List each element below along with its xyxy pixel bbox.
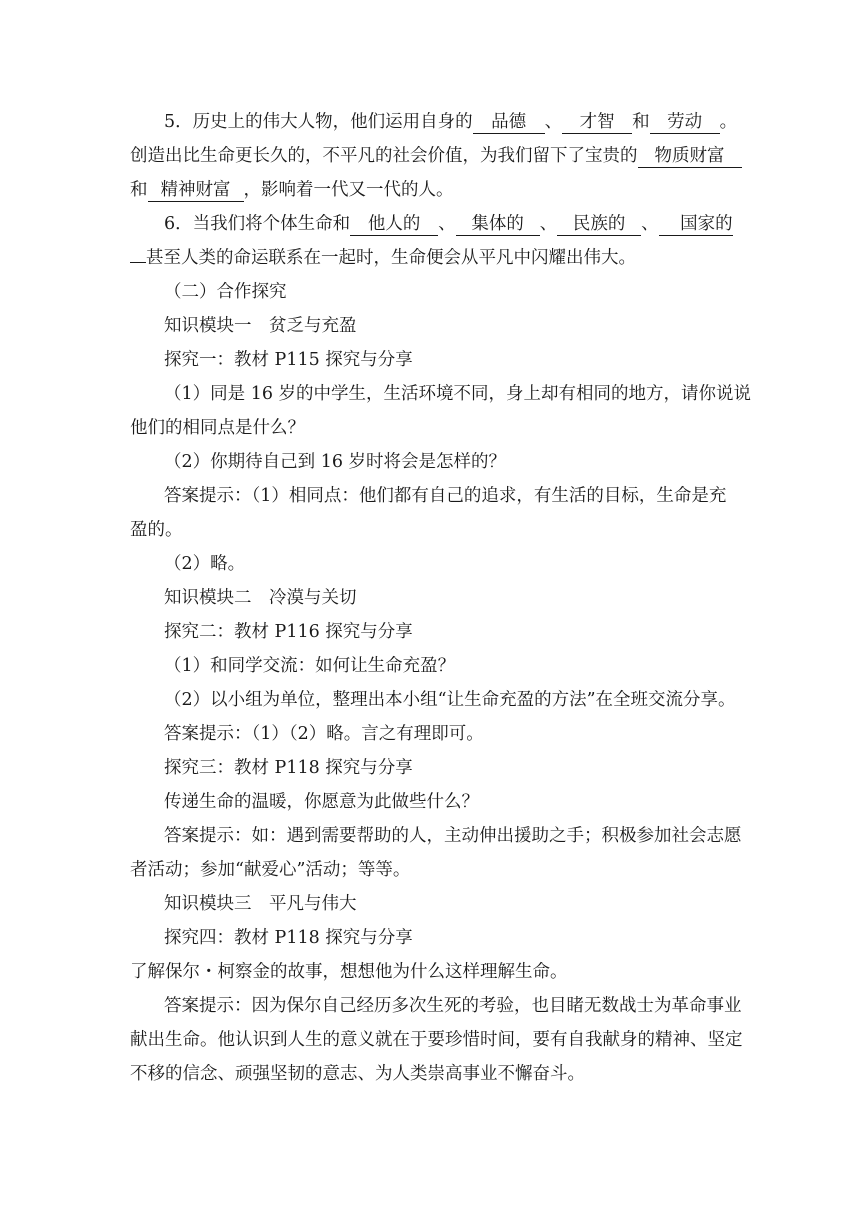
module1-answer-line-2: 盈的。: [130, 520, 183, 540]
module2-q2: （2）以小组为单位，整理出本小组“让生命充盈的方法”在全班交流分享。: [164, 690, 736, 710]
module3-answer-4-line-3: 不移的信念、顽强坚韧的意志、为人类崇高事业不懈奋斗。: [130, 1064, 585, 1084]
q6-blank-4: 国家的: [659, 214, 733, 236]
module3-answer-4-line-2: 献出生命。他认识到人生的意义就在于要珍惜时间，要有自我献身的精神、坚定: [130, 1030, 743, 1050]
module1-inquiry: 探究一：教材 P115 探究与分享: [164, 350, 413, 370]
module1-q1-line-1: （1）同是 16 岁的中学生，生活环境不同，身上却有相同的地方，请你说说: [164, 384, 752, 404]
q6-blank-2: 集体的: [456, 214, 540, 236]
q6-blank-4-cont: [130, 262, 146, 263]
q6-line-2-text: 甚至人类的命运联系在一起时，生命便会从平凡中闪耀出伟大。: [146, 248, 636, 268]
q5-line-3: [130, 178, 454, 202]
module2-answer-3-line-2: 者活动；参加“献爱心”活动；等等。: [130, 860, 411, 880]
module3-q4: 了解保尔・柯察金的故事，想想他为什么这样理解生命。: [130, 962, 568, 982]
q5-blank-3: 劳动: [650, 112, 720, 134]
q6-sep-1: 、: [438, 214, 456, 234]
q5-line-2: [130, 144, 742, 168]
module1-q2: （2）你期待自己到 16 岁时将会是怎样的？: [164, 452, 507, 472]
q5-blank-2: 才智: [562, 112, 632, 134]
q5-prefix: 5．历史上的伟大人物，他们运用自身的: [164, 112, 473, 132]
module2-inquiry-3: 探究三：教材 P118 探究与分享: [164, 758, 413, 778]
module2-q1: （1）和同学交流：如何让生命充盈？: [164, 656, 456, 676]
module2-answer-3-line-1: 答案提示：如：遇到需要帮助的人，主动伸出援助之手；积极参加社会志愿: [164, 826, 742, 846]
q6-blank-3: 民族的: [557, 214, 641, 236]
q5-blank-5: 精神财富: [148, 180, 244, 202]
q6-prefix: 6．当我们将个体生命和: [164, 214, 351, 234]
module3-inquiry-4: 探究四：教材 P118 探究与分享: [164, 928, 413, 948]
q6-sep-3: 、: [641, 214, 659, 234]
q6-line-2: [130, 246, 636, 270]
q5-blank-4: 物质财富: [638, 146, 742, 168]
module3-answer-4-line-1: 答案提示：因为保尔自己经历多次生死的考验，也目睹无数战士为革命事业: [164, 996, 742, 1016]
module1-answer-2: （2）略。: [164, 554, 246, 574]
q5-line-3-end: ，影响着一代又一代的人。: [243, 180, 454, 200]
q5-sep-2: 和: [632, 112, 650, 132]
module2-inquiry-2: 探究二：教材 P116 探究与分享: [164, 622, 413, 642]
module1-q1-line-2: 他们的相同点是什么？: [130, 418, 305, 438]
q5-line-3-start: 和: [130, 180, 148, 200]
q6-line-1: [164, 212, 733, 236]
q5-line-2-text: 创造出比生命更长久的，不平凡的社会价值，为我们留下了宝贵的: [130, 146, 638, 166]
section-heading: （二）合作探究: [164, 282, 287, 302]
module1-answer-line-1: 答案提示：（1）相同点：他们都有自己的追求，有生活的目标，生命是充: [164, 486, 727, 506]
q6-blank-1: 他人的: [350, 214, 438, 236]
q6-sep-2: 、: [539, 214, 558, 234]
q5-line-1: [164, 110, 737, 134]
q5-blank-1: 品德: [473, 112, 545, 134]
module2-title: 知识模块二 冷漠与关切: [164, 588, 357, 608]
q5-sep-3: 。: [719, 112, 738, 132]
module2-answer-2: 答案提示：（1）（2）略。言之有理即可。: [164, 724, 484, 744]
module3-title: 知识模块三 平凡与伟大: [164, 894, 357, 914]
module1-title: 知识模块一 贫乏与充盈: [164, 316, 357, 336]
module2-q3: 传递生命的温暖，你愿意为此做些什么？: [164, 792, 479, 812]
q5-sep-1: 、: [544, 112, 563, 132]
